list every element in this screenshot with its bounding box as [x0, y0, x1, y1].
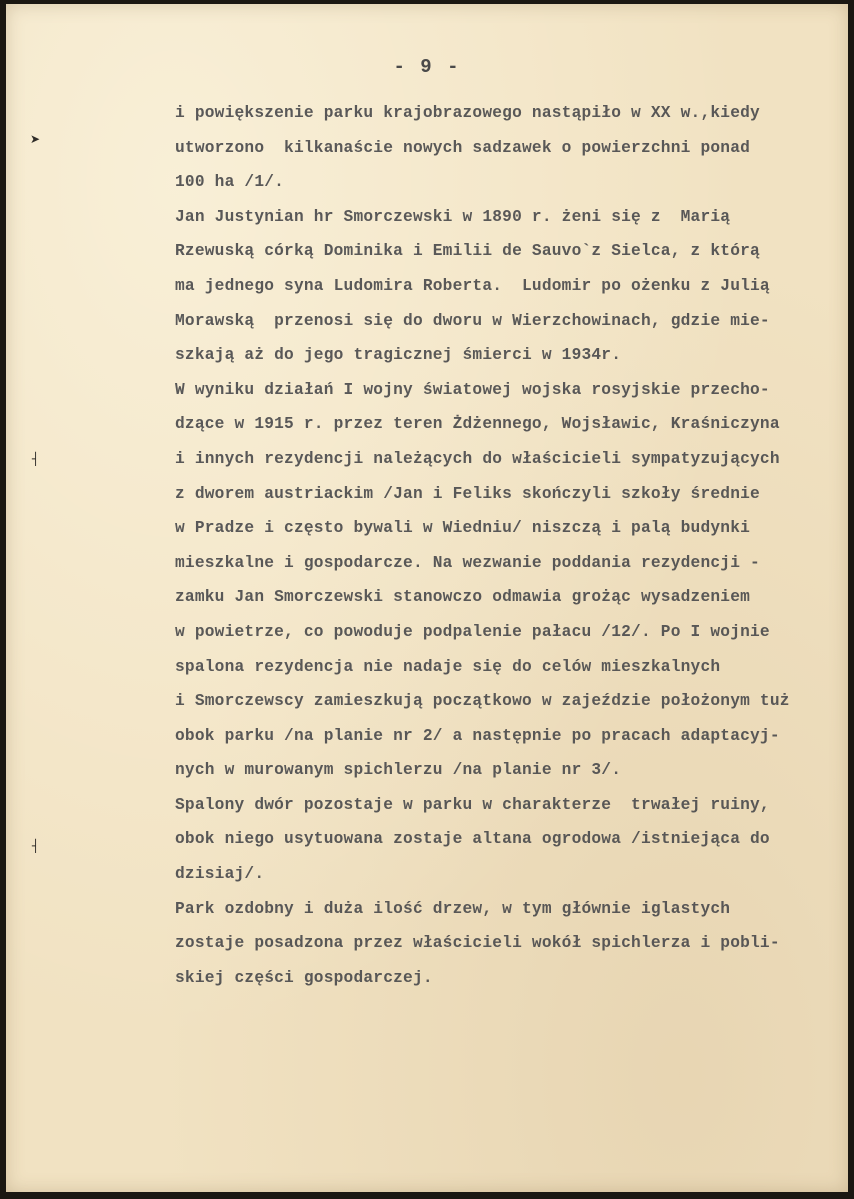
text-line: Morawską przenosi się do dworu w Wierzchowinach, gdzie mie-: [175, 311, 770, 330]
text-line: 100 ha /1/.: [175, 173, 285, 192]
text-line: nych w murowanym spichlerzu /na planie nr 3/.: [175, 761, 622, 780]
page-number: - 9 -: [393, 56, 461, 78]
text-line: W wyniku działań I wojny światowej wojska rosyjskie przecho-: [175, 380, 770, 399]
text-line: zamku Jan Smorczewski stanowczo odmawia grożąc wysadzeniem: [175, 588, 751, 607]
text-line: Spalony dwór pozostaje w parku w charakterze trwałej ruiny,: [175, 795, 770, 814]
text-line: ma jednego syna Ludomira Roberta. Ludomir po ożenku z Julią: [175, 276, 770, 295]
text-line: zostaje posadzona przez właścicieli wokół spichlerza i pobli-: [175, 934, 780, 953]
text-line: szkają aż do jego tragicznej śmierci w 1934r.: [175, 346, 622, 365]
text-line: Rzewuską córką Dominika i Emilii de Sauvo`z Sielca, z którą: [175, 242, 760, 261]
text-line: skiej części gospodarczej.: [175, 968, 433, 987]
text-line: obok parku /na planie nr 2/ a następnie po pracach adaptacyj-: [175, 726, 780, 745]
margin-tick-mark: ┤: [32, 839, 40, 853]
margin-tick-mark: ┤: [32, 452, 40, 466]
text-line: i Smorczewscy zamieszkują początkowo w zajeździe położonym tuż: [175, 692, 790, 711]
margin-arrow-mark: ➤: [30, 132, 41, 146]
text-line: Jan Justynian hr Smorczewski w 1890 r. żeni się z Marią: [175, 207, 731, 226]
text-line: i powiększenie parku krajobrazowego nastąpiło w XX w.,kiedy: [175, 104, 760, 122]
text-line: mieszkalne i gospodarcze. Na wezwanie poddania rezydencji -: [175, 553, 760, 572]
text-line: dzące w 1915 r. przez teren Żdżennego, Wojsławic, Kraśniczyna: [175, 415, 780, 434]
text-line: obok niego usytuowana zostaje altana ogrodowa /istniejąca do: [175, 830, 770, 849]
text-line: z dworem austriackim /Jan i Feliks skończyli szkoły średnie: [175, 484, 760, 503]
text-line: Park ozdobny i duża ilość drzew, w tym głównie iglastych: [175, 899, 731, 918]
text-line: dzisiaj/.: [175, 865, 265, 884]
document-body: [175, 96, 835, 995]
text-line: spalona rezydencja nie nadaje się do celów mieszkalnych: [175, 657, 721, 676]
text-line: utworzono kilkanaście nowych sadzawek o powierzchni ponad: [175, 138, 751, 157]
text-line: i innych rezydencji należących do właścicieli sympatyzujących: [175, 449, 780, 468]
text-line: w powietrze, co powoduje podpalenie pałacu /12/. Po I wojnie: [175, 622, 770, 641]
text-line: w Pradze i często bywali w Wiedniu/ niszczą i palą budynki: [175, 519, 751, 538]
